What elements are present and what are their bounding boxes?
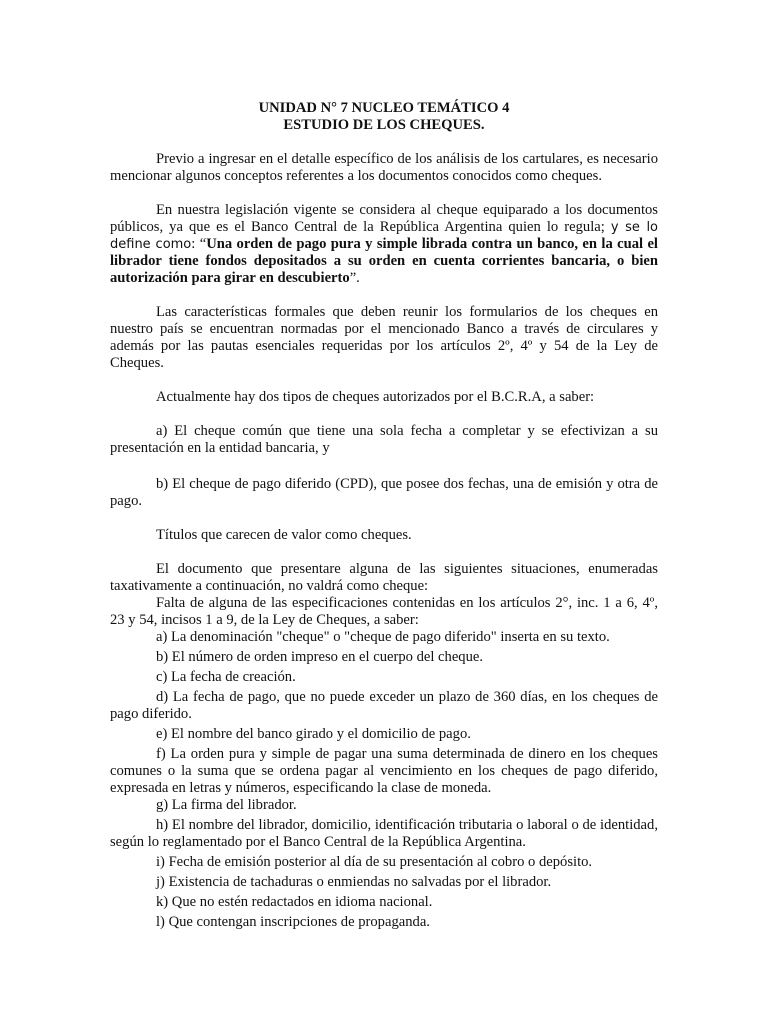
list-item-c: c) La fecha de creación. [156, 669, 296, 685]
list-item-i: i) Fecha de emisión posterior al día de su presentación al cobro o depósito. [156, 854, 593, 870]
paragraph-invalid-titles: Títulos que carecen de valor como cheques. [156, 527, 412, 543]
list-item-g: g) La firma del librador. [156, 797, 297, 813]
definition-bold-text: Una orden de pago pura y simple librada contra un banco, en la cual el librador tiene fondos depositados a su orden en cuenta corrientes bancaria, o bien autorización para girar en descubierto [110, 236, 658, 286]
paragraph-cheque-types: Actualmente hay dos tipos de cheques autorizados por el B.C.R.A, a saber: [156, 389, 595, 405]
title-line-1: UNIDAD N° 7 NUCLEO TEMÁTICO 4 [258, 100, 510, 116]
list-item-h: h) El nombre del librador, domicilio, identificación tributaria o laboral o de identidad, según lo reglamentado por el Banco Central de la República Argentina. [110, 817, 658, 850]
list-item-f: f) La orden pura y simple de pagar una suma determinada de dinero en los cheques comunes o la suma que se ordena pagar al vencimiento en los cheques de pago diferido, expresada en letras y números, especificando la clase de moneda. [110, 746, 658, 796]
paragraph-common-cheque: a) El cheque común que tiene una sola fecha a completar y se efectivizan a su presentación en la entidad bancaria, y [110, 423, 658, 456]
paragraph-formal-features: Las características formales que deben reunir los formularios de los cheques en nuestro país se encuentran normadas por el mencionado Banco a través de circulares y además por las pautas esenciales requeridas por los artículos 2º, 4º y 54 de la Ley de Cheques. [110, 304, 658, 371]
list-item-e: e) El nombre del banco girado y el domicilio de pago. [156, 726, 471, 742]
paragraph-missing-specs: Falta de alguna de las especificaciones contenidas en los artículos 2°, inc. 1 a 6, 4º, 23 y 54, incisos 1 a 9, de la Ley de Cheques, a saber: [110, 595, 658, 628]
list-item-j: j) Existencia de tachaduras o enmiendas no salvadas por el librador. [156, 874, 552, 890]
definition-quote-close: ”. [349, 270, 360, 286]
document-body [110, 100, 658, 931]
title-line-2: ESTUDIO DE LOS CHEQUES. [283, 117, 485, 133]
paragraph-deferred-cheque: b) El cheque de pago diferido (CPD), que posee dos fechas, una de emisión y otra de pago. [110, 476, 658, 509]
list-item-d: d) La fecha de pago, que no puede exceder un plazo de 360 días, en los cheques de pago diferido. [110, 689, 658, 722]
definition-quote-open: : “ [191, 236, 207, 252]
paragraph-document-conditions: El documento que presentare alguna de las siguientes situaciones, enumeradas taxativamente a continuación, no valdrá como cheque: [110, 561, 658, 594]
list-item-l: l) Que contengan inscripciones de propaganda. [156, 914, 430, 930]
paragraph-definition [110, 202, 658, 287]
list-item-a: a) La denominación "cheque" o "cheque de pago diferido" inserta en su texto. [156, 629, 610, 645]
definition-mid: y se lo define como [110, 220, 659, 252]
list-item-k: k) Que no estén redactados en idioma nacional. [156, 894, 433, 910]
list-item-b: b) El número de orden impreso en el cuerpo del cheque. [156, 649, 484, 665]
paragraph-intro: Previo a ingresar en el detalle específico de los análisis de los cartulares, es necesario mencionar algunos conceptos referentes a los documentos conocidos como cheques. [110, 151, 658, 184]
definition-lead: En nuestra legislación vigente se considera al cheque equiparado a los documentos públicos, ya que es el Banco Central de la República Argentina quien lo regula; [110, 202, 658, 235]
